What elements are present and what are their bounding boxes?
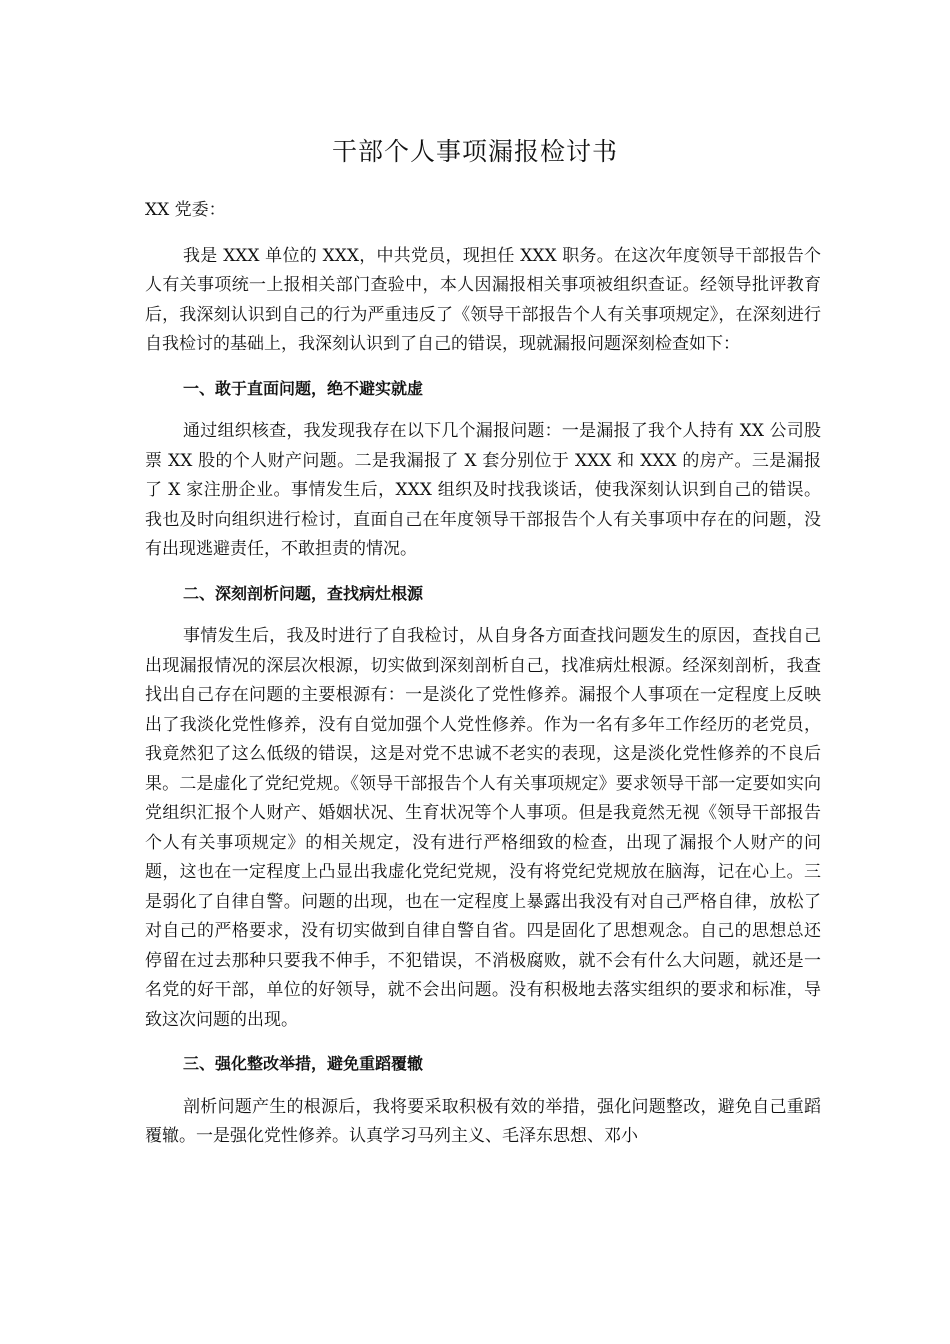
section-heading-3: 三、强化整改举措，避免重蹈覆辙 bbox=[183, 1054, 424, 1073]
intro-paragraph: 我是 XXX 单位的 XXX，中共党员，现担任 XXX 职务。在这次年度领导干部报告个人有关事项统一上报相关部门查验中，本人因漏报相关事项被组织查证。经领导批评教育后，我深刻认识到自己的行为严重违反了《领导干部报告个人有关事项规定》，在深刻进行自我检讨的基础上，我深刻认识到了自己的错误，现就漏报问题深刻检查如下： bbox=[145, 245, 821, 354]
section-paragraph-3: 剖析问题产生的根源后，我将要采取积极有效的举措，强化问题整改，避免自己重蹈覆辙。一是强化党性修养。认真学习马列主义、毛泽东思想、邓小 bbox=[145, 1096, 821, 1146]
salutation: XX 党委： bbox=[145, 200, 226, 220]
section-paragraph-1: 通过组织核查，我发现我存在以下几个漏报问题：一是漏报了我个人持有 XX 公司股票 XX 股的个人财产问题。二是我漏报了 X 套分别位于 XXX 和 XXX 的房产。三是漏报了 X 家注册企业。事情发生后，XXX 组织及时找我谈话，使我深刻认识到自己的错误。我也及时向组织进行检讨，直面自己在年度领导干部报告个人有关事项中存在的问题，没有出现逃避责任，不敢担责的情况。 bbox=[145, 421, 821, 559]
document-title: 干部个人事项漏报检讨书 bbox=[331, 137, 618, 166]
section-heading-1: 一、敢于直面问题，绝不避实就虚 bbox=[183, 378, 424, 398]
section-paragraph-2: 事情发生后，我及时进行了自我检讨，从自身各方面查找问题发生的原因，查找自己出现漏报情况的深层次根源，切实做到深刻剖析自己，找准病灶根源。经深刻剖析，我查找出自己存在问题的主要根源有：一是淡化了党性修养。漏报个人事项在一定程度上反映出了我淡化党性修养，没有自觉加强个人党性修养。作为一名有多年工作经历的老党员，我竟然犯了这么低级的错误，这是对党不忠诚不老实的表现，这是淡化党性修养的不良后果。二是虚化了党纪党规。《领导干部报告个人有关事项规定》要求领导干部一定要如实向党组织汇报个人财产、婚姻状况、生育状况等个人事项。但是我竟然无视《领导干部报告个人有关事项规定》的相关规定，没有进行严格细致的检查，出现了漏报个人财产的问题，这也在一定程度上凸显出我虚化党纪党规，没有将党纪党规放在脑海，记在心上。三是弱化了自律自警。问题的出现，也在一定程度上暴露出我没有对自己严格自律，放松了对自己的严格要求，没有切实做到自律自警自省。四是固化了思想观念。自己的思想总还停留在过去那种只要我不伸手，不犯错误，不消极腐败，就不会有什么大问题，就还是一名党的好干部，单位的好领导，就不会出问题。没有积极地去落实组织的要求和标准，导致这次问题的出现。 bbox=[145, 626, 821, 1030]
section-heading-2: 二、深刻剖析问题，查找病灶根源 bbox=[183, 583, 424, 603]
document-body bbox=[145, 196, 821, 1166]
